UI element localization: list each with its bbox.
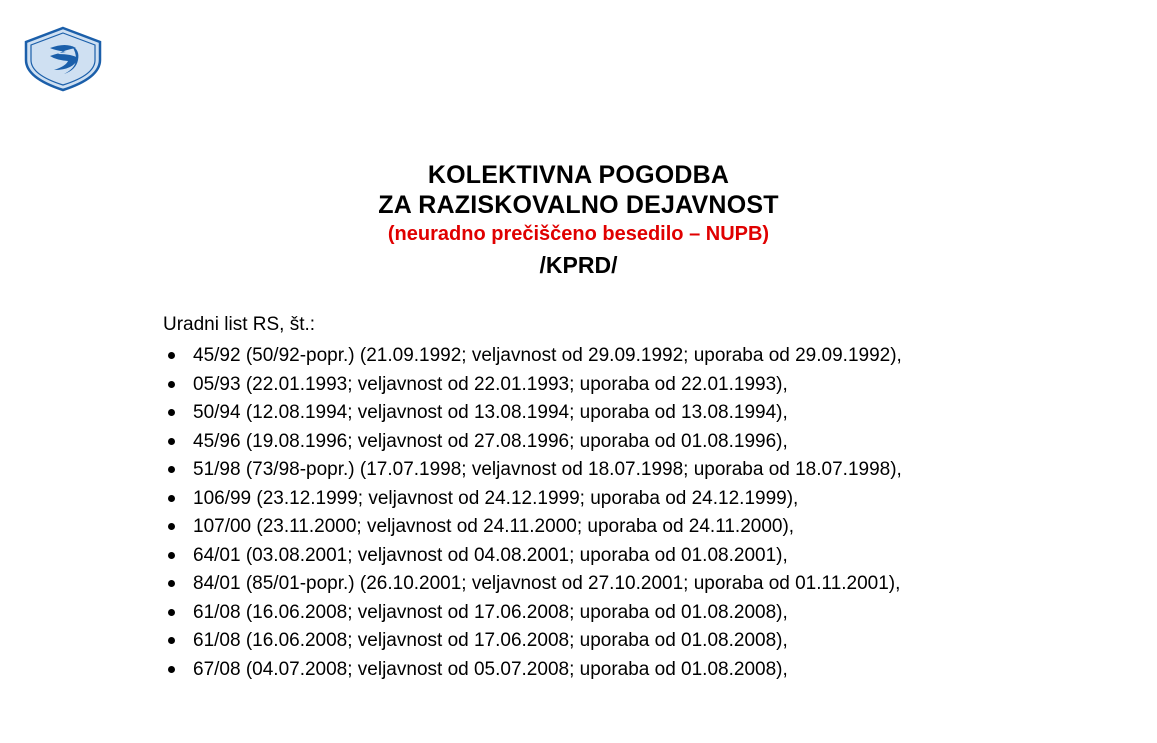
bullet-icon <box>168 466 175 473</box>
list-item <box>163 343 963 369</box>
list-item <box>163 457 963 483</box>
list-item-label: 107/00 (23.11.2000; veljavnost od 24.11.2000; uporaba od 24.11.2000), <box>193 516 795 537</box>
list-item <box>163 514 963 540</box>
bullet-icon <box>168 495 175 502</box>
list-item-label: 84/01 (85/01-popr.) (26.10.2001; veljavnost od 27.10.2001; uporaba od 01.11.2001), <box>193 573 901 594</box>
bullet-icon <box>168 523 175 530</box>
list-item-label: 61/08 (16.06.2008; veljavnost od 17.06.2008; uporaba od 01.08.2008), <box>193 630 788 651</box>
list-item <box>163 429 963 455</box>
list-item-label: 50/94 (12.08.1994; veljavnost od 13.08.1994; uporaba od 13.08.1994), <box>193 402 788 423</box>
list-item <box>163 657 963 683</box>
bullet-icon <box>168 409 175 416</box>
list-item <box>163 543 963 569</box>
publication-list <box>163 343 963 682</box>
bullet-icon <box>168 438 175 445</box>
list-item-label: 64/01 (03.08.2001; veljavnost od 04.08.2001; uporaba od 01.08.2001), <box>193 544 788 566</box>
list-item-label: 106/99 (23.12.1999; veljavnost od 24.12.1999; uporaba od 24.12.1999), <box>193 487 799 509</box>
bullet-icon <box>168 609 175 616</box>
title-block <box>0 160 1157 280</box>
sd-logo <box>20 26 106 92</box>
page-subtitle: (neuradno prečiščeno besedilo – NUPB) <box>387 223 770 245</box>
list-item <box>163 400 963 426</box>
bullet-icon <box>168 666 175 673</box>
list-item-label: 51/98 (73/98-popr.) (17.07.1998; veljavnost od 18.07.1998; uporaba od 18.07.1998), <box>193 459 902 480</box>
list-item-label: 61/08 (16.06.2008; veljavnost od 17.06.2008; uporaba od 01.08.2008), <box>193 601 788 623</box>
bullet-icon <box>168 381 175 388</box>
bullet-icon <box>168 637 175 644</box>
list-item <box>163 372 963 398</box>
page-title-line-2: ZA RAZISKOVALNO DEJAVNOST <box>378 191 779 219</box>
bullet-icon <box>168 552 175 559</box>
intro-text: Uradni list RS, št.: <box>163 314 316 335</box>
list-item-label: 05/93 (22.01.1993; veljavnost od 22.01.1993; uporaba od 22.01.1993), <box>193 373 788 395</box>
list-item <box>163 571 963 597</box>
bullet-icon <box>168 580 175 587</box>
bullet-icon <box>168 352 175 359</box>
list-item-label: 45/92 (50/92-popr.) (21.09.1992; veljavnost od 29.09.1992; uporaba od 29.09.1992), <box>193 345 902 366</box>
page-title-line-1: KOLEKTIVNA POGODBA <box>427 161 730 189</box>
content-block <box>163 312 963 685</box>
list-item-label: 67/08 (04.07.2008; veljavnost od 05.07.2008; uporaba od 01.08.2008), <box>193 658 788 680</box>
list-item-label: 45/96 (19.08.1996; veljavnost od 27.08.1996; uporaba od 01.08.1996), <box>193 430 788 452</box>
list-item <box>163 600 963 626</box>
page-title-code: /KPRD/ <box>539 252 618 278</box>
list-item <box>163 486 963 512</box>
list-item <box>163 628 963 654</box>
